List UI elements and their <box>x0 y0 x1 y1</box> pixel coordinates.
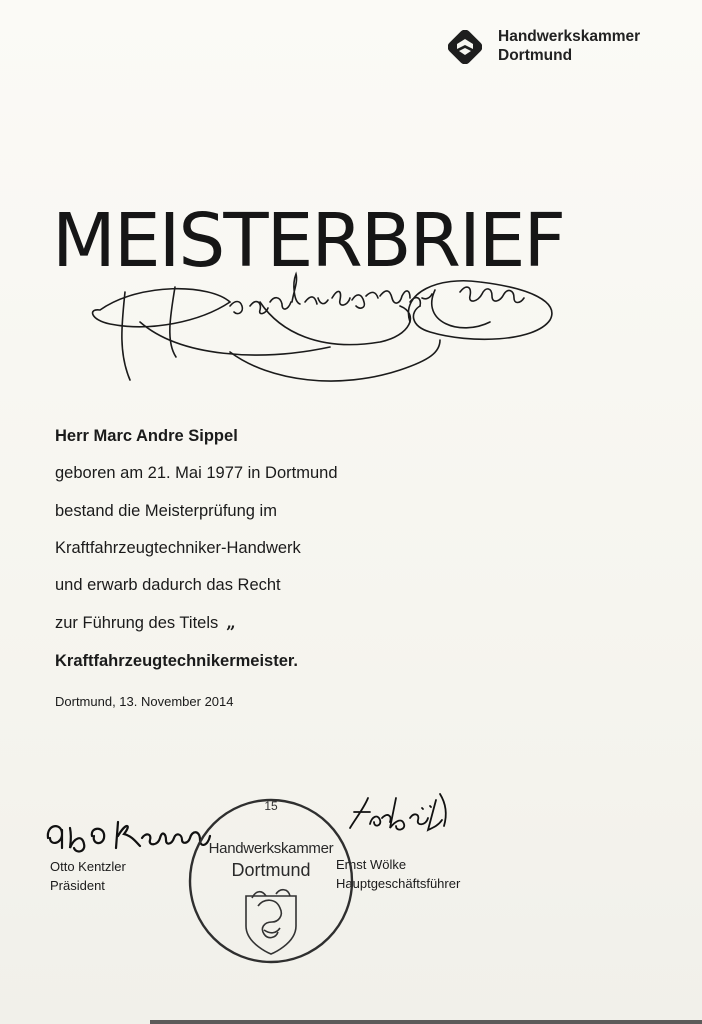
title-right-text: zur Führung des Titels <box>55 614 219 633</box>
title-right-line <box>55 604 338 642</box>
org-line-2: Dortmund <box>498 47 573 64</box>
coat-of-arms-icon <box>246 890 296 954</box>
recipient-name: Herr Marc Andre Sippel <box>55 427 238 445</box>
left-signatory-name: Otto Kentzler <box>50 859 126 874</box>
seal-line-2: Dortmund <box>231 860 311 880</box>
paper-edge <box>150 1020 702 1024</box>
certificate-body <box>55 418 338 680</box>
exam-line: bestand die Meisterprüfung im <box>55 501 277 520</box>
seal-ring <box>186 796 356 966</box>
right-signature <box>340 788 460 844</box>
official-seal <box>186 796 356 966</box>
right-signatory-name: Ernst Wölke <box>336 857 407 872</box>
hwk-logo-icon <box>448 30 482 64</box>
seal-number: 15 <box>264 799 278 813</box>
calligraphy-script <box>80 262 570 392</box>
right-line: und erwarb dadurch das Recht <box>55 576 281 595</box>
left-signatory <box>50 857 126 895</box>
document-title: MEISTERBRIEF <box>52 198 565 284</box>
birth-line: geboren am 21. Mai 1977 in Dortmund <box>55 464 338 483</box>
trade-line: Kraftfahrzeugtechniker-Handwerk <box>55 538 301 557</box>
place-date: Dortmund, 13. November 2014 <box>55 694 234 709</box>
master-title: Kraftfahrzeugtechnikermeister. <box>55 651 298 670</box>
org-line-1: Handwerkskammer <box>498 28 641 45</box>
right-signatory-role: Hauptgeschäftsführer <box>336 876 461 891</box>
organization-name <box>498 27 640 65</box>
seal-line-1: Handwerkskammer <box>208 840 334 857</box>
quote-mark: „ <box>226 613 236 633</box>
left-signatory-role: Präsident <box>50 878 105 893</box>
